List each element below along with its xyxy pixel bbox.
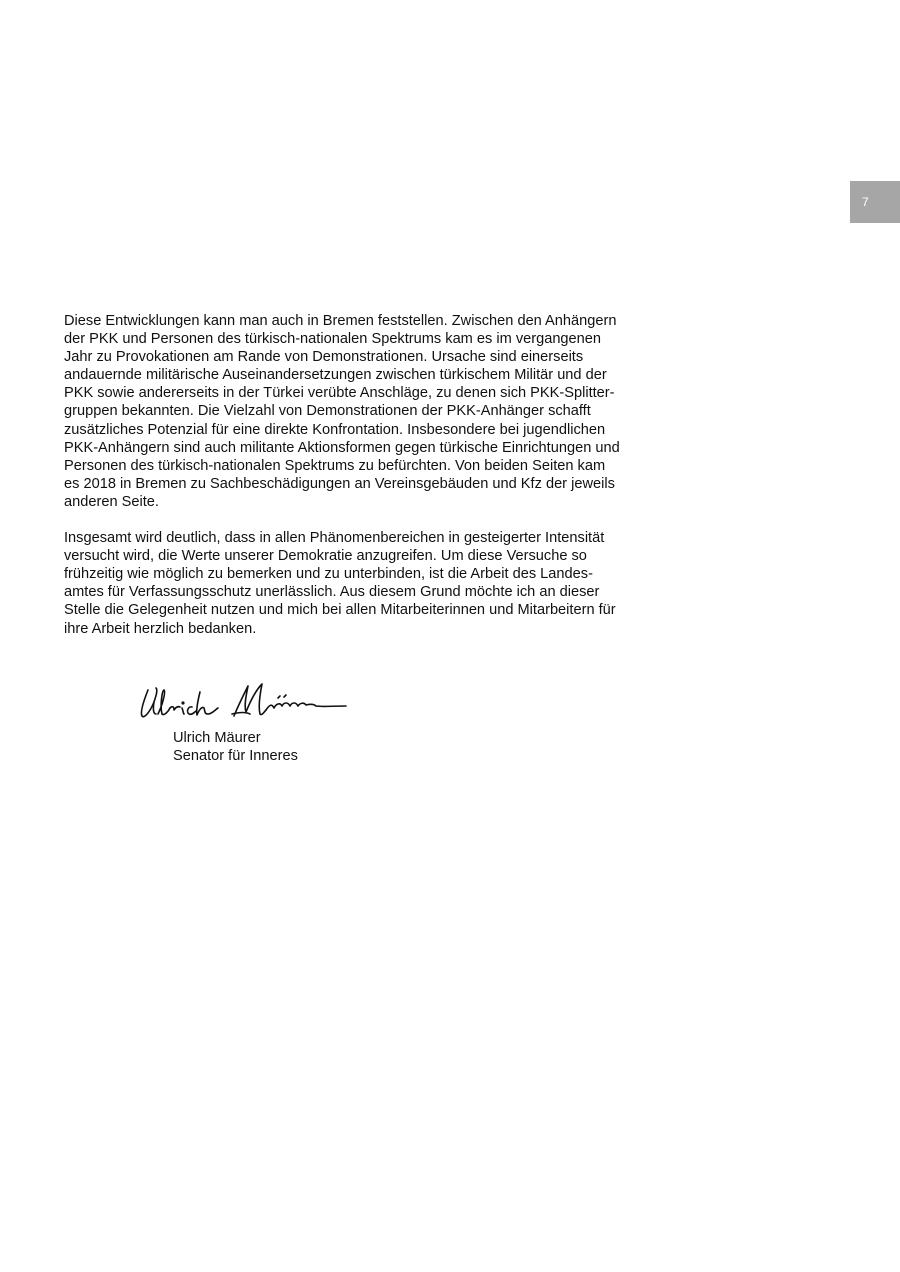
- signer-name: Ulrich Mäurer: [173, 730, 261, 746]
- paragraph-2: Insgesamt wird deutlich, dass in allen Phänomenbereichen in gesteigerter Intensität versucht wird, die Werte unserer Demokratie anzugreifen. Um diese Versuche so frühzeitig wie möglich zu bemerken und zu unterbinden, ist die Arbeit des Landes- amtes für Verfassungsschutz unerlässlich. Aus diesem Grund möchte ich an dieser Stelle die Gelegenheit nutzen und mich bei allen Mitarbeiterinnen und Mitarbeitern für ihre Arbeit herzlich bedanken.: [64, 530, 616, 637]
- letter-body: [64, 312, 624, 656]
- signature-drawing: [136, 676, 376, 724]
- signer-block: [173, 729, 298, 765]
- page-number-tab: [850, 181, 900, 223]
- paragraph-1: Diese Entwicklungen kann man auch in Bremen feststellen. Zwischen den Anhängern der PKK und Personen des türkisch-nationalen Spektrums kam es im vergangenen Jahr zu Provokationen am Rande von Demonstrationen. Ursache sind einerseits andauernde militärische Auseinandersetzungen zwischen türkischem Militär und der PKK sowie andererseits in der Türkei verübte Anschläge, zu denen sich PKK-Splitter- gruppen bekannten. Die Vielzahl von Demonstrationen der PKK-Anhänger schafft zusätzliches Potenzial für eine direkte Konfrontation. Insbesondere bei jugendlichen PKK-Anhängern sind auch militante Aktionsformen gegen türkische Einrichtungen und Personen des türkisch-nationalen Spektrums zu befürchten. Von beiden Seiten kam es 2018 in Bremen zu Sachbeschädigungen an Vereinsgebäuden und Kfz der jeweils anderen Seite.: [64, 313, 620, 510]
- handwritten-signature: [136, 676, 376, 724]
- page-number: 7: [862, 195, 869, 209]
- signer-title: Senator für Inneres: [173, 748, 298, 765]
